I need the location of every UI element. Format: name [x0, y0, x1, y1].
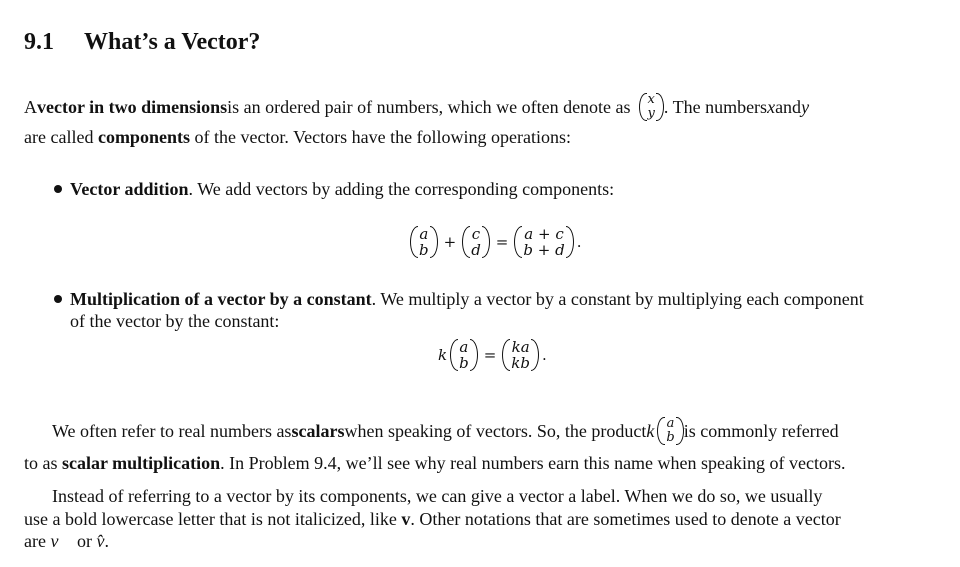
scalar-para-line-2: to as scalar multiplication. In Problem 9.4, we’ll see why real numbers earn this name when speaking of vectors. [24, 453, 846, 473]
label-para-line-3: are v⃗ or v̂. [24, 531, 109, 551]
scalar-para-line-1: We often refer to real numbers as scalars when speaking of vectors. So, the product k a b is commonly referred [52, 416, 839, 445]
bullet-1-text: Vector addition. We add vectors by adding the corresponding components: [70, 179, 615, 199]
label-para-line-2: use a bold lowercase letter that is not italicized, like v. Other notations that are sometimes used to denote a vector [24, 509, 841, 529]
eq-add-vector-1: a b [410, 226, 438, 258]
bullet-1-title: Vector addition [70, 179, 189, 199]
equation-scalar-multiplication: k a b = ka kb . [438, 338, 547, 372]
label-para-line-1: Instead of referring to a vector by its components, we can give a vector a label. When we do so, we usually [52, 486, 823, 506]
equation-vector-addition: a b + c d = a + c b + d . [410, 222, 581, 262]
inline-vector-ab: a b [657, 417, 683, 445]
bullet-2-text: Multiplication of a vector by a constant. We multiply a vector by a constant by multiplying each component [70, 289, 864, 309]
bullet-2-dot [54, 295, 62, 303]
eq-add-vector-2: c d [462, 226, 490, 258]
hat-v-notation: v̂ [96, 531, 105, 551]
section-title: What’s a Vector? [84, 29, 261, 55]
section-heading [24, 26, 260, 58]
bold-v: v [401, 509, 411, 529]
intro-line-1: A vector in two dimensions is an ordered pair of numbers, which we often denote as x y . The numbers x and y [24, 92, 810, 121]
bullet-2-title: Multiplication of a vector by a constant [70, 289, 372, 309]
bullet-1-dot [54, 185, 62, 193]
section-number: 9.1 [24, 29, 54, 55]
term-scalar-multiplication: scalar multiplication [62, 453, 221, 473]
eq-mult-vector-result: ka kb [502, 339, 539, 371]
eq-mult-vector-1: a b [450, 339, 478, 371]
eq-add-vector-sum: a + c b + d [514, 226, 573, 258]
inline-vector-xy: x y [639, 93, 664, 121]
term-scalars: scalars [291, 421, 345, 441]
intro-line-2: are called components of the vector. Vectors have the following operations: [24, 127, 572, 147]
term-vector-in-two-dimensions: vector in two dimensions [37, 97, 228, 117]
term-components: components [97, 127, 190, 147]
bullet-2-continuation: of the vector by the constant: [70, 311, 280, 331]
arrow-v-notation: v⃗ [50, 531, 73, 551]
